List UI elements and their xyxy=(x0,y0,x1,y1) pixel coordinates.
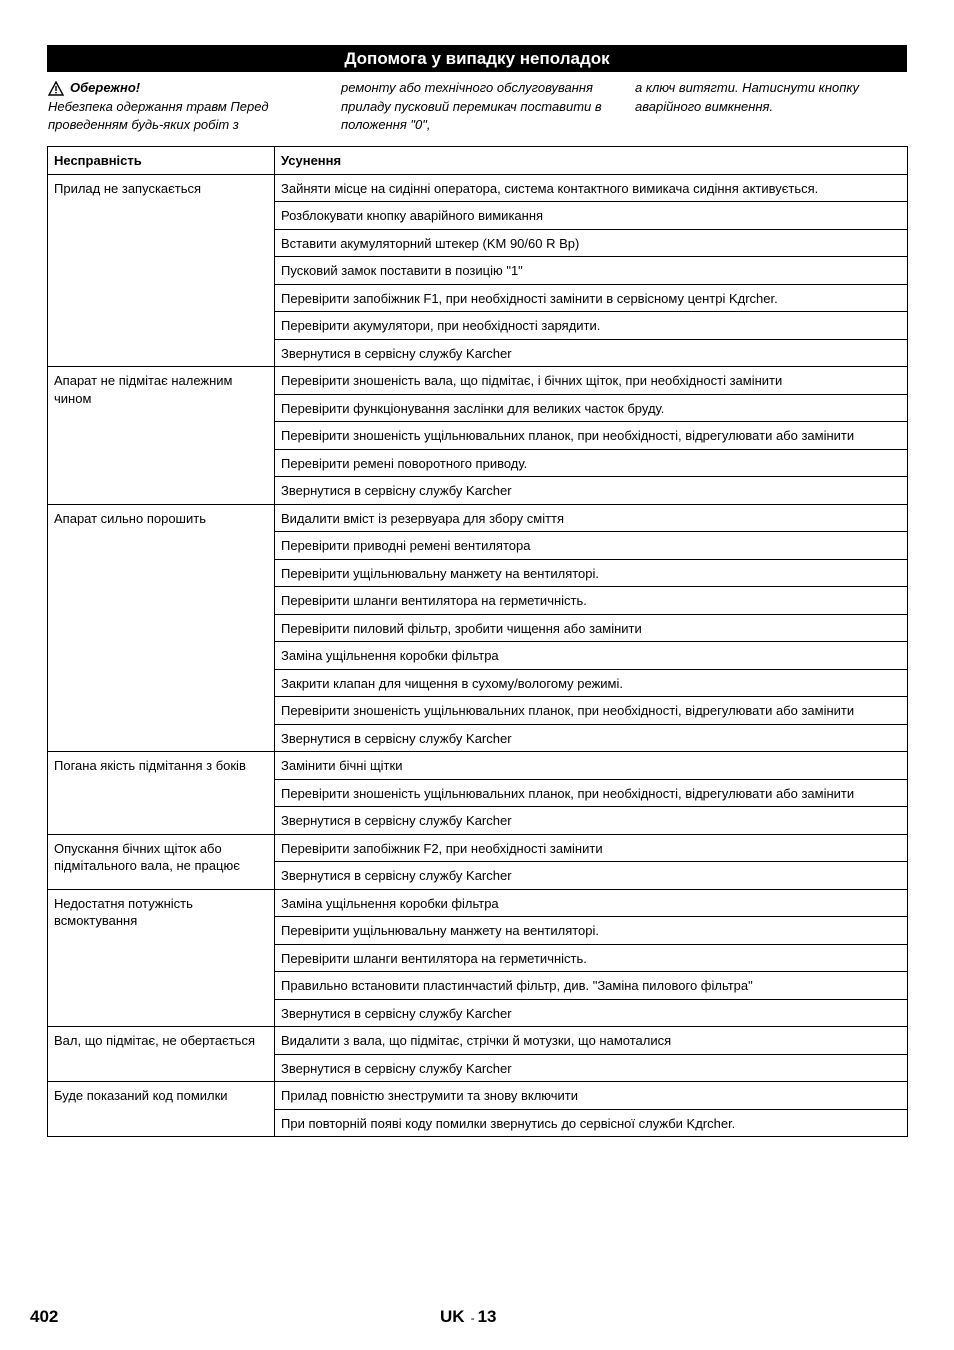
footer-section-page: 13 xyxy=(477,1307,497,1326)
table-row xyxy=(48,174,908,202)
fault-cell: Апарат не підмітає належним чином xyxy=(48,367,275,505)
warning-text-2: ремонту або технічного обслуговування приладу пусковий перемикач поставити в положення "0", xyxy=(341,80,602,132)
table-row xyxy=(48,834,908,862)
remedy-cell: Перевірити ремені поворотного приводу. xyxy=(275,449,908,477)
warning-text-3: а ключ витягти. Натиснути кнопку аварійного вимкнення. xyxy=(635,80,859,114)
remedy-cell: Звернутися в сервісну службу Karcher xyxy=(275,724,908,752)
remedy-cell: Заміна ущільнення коробки фільтра xyxy=(275,889,908,917)
remedy-cell: Перевірити ущільнювальну манжету на вентиляторі. xyxy=(275,559,908,587)
remedy-cell: Перевірити запобіжник F1, при необхідності замінити в сервісному центрі Kдrcher. xyxy=(275,284,908,312)
remedy-cell: Вставити акумуляторний штекер (KM 90/60 R Bp) xyxy=(275,229,908,257)
table-row xyxy=(48,1082,908,1110)
table-body xyxy=(48,174,908,1137)
remedy-cell: Перевірити зношеність ущільнювальних планок, при необхідності, відрегулювати або замінити xyxy=(275,779,908,807)
table-row xyxy=(48,752,908,780)
warning-title: Обережно! xyxy=(70,80,141,95)
remedy-cell: Звернутися в сервісну службу Karcher xyxy=(275,807,908,835)
troubleshooting-table xyxy=(47,146,908,1137)
section-title-bar xyxy=(47,45,907,72)
remedy-cell: Перевірити шланги вентилятора на герметичність. xyxy=(275,587,908,615)
fault-cell: Буде показаний код помилки xyxy=(48,1082,275,1137)
remedy-cell: Звернутися в сервісну службу Karcher xyxy=(275,477,908,505)
remedy-cell: Перевірити ущільнювальну манжету на вентиляторі. xyxy=(275,917,908,945)
remedy-cell: Пусковий замок поставити в позицію "1" xyxy=(275,257,908,285)
remedy-cell: Перевірити приводні ремені вентилятора xyxy=(275,532,908,560)
remedy-cell: Замінити бічні щітки xyxy=(275,752,908,780)
remedy-cell: Закрити клапан для чищення в сухому/вологому режимі. xyxy=(275,669,908,697)
remedy-cell: Прилад повністю знеструмити та знову включити xyxy=(275,1082,908,1110)
table-header-row xyxy=(48,147,908,175)
footer-section-label xyxy=(440,1307,496,1327)
remedy-cell: Перевірити запобіжник F2, при необхідності замінити xyxy=(275,834,908,862)
remedy-cell: Перевірити зношеність ущільнювальних планок, при необхідності, відрегулювати або замінити xyxy=(275,697,908,725)
footer-separator: - xyxy=(470,1311,475,1325)
page-number: 402 xyxy=(30,1307,59,1326)
fault-cell: Опускання бічних щіток або підмітального вала, не працює xyxy=(48,834,275,889)
table-row xyxy=(48,504,908,532)
fault-cell: Вал, що підмітає, не обертається xyxy=(48,1027,275,1082)
table-row xyxy=(48,367,908,395)
remedy-cell: Розблокувати кнопку аварійного вимикання xyxy=(275,202,908,230)
warning-column-1 xyxy=(48,79,318,135)
header-fault: Несправність xyxy=(48,147,275,175)
fault-cell: Погана якість підмітання з боків xyxy=(48,752,275,835)
header-remedy: Усунення xyxy=(275,147,908,175)
remedy-cell: Заміна ущільнення коробки фільтра xyxy=(275,642,908,670)
section-title: Допомога у випадку неполадок xyxy=(344,49,610,68)
table-row xyxy=(48,889,908,917)
remedy-cell: Звернутися в сервісну службу Karcher xyxy=(275,1054,908,1082)
remedy-cell: Видалити вміст із резервуара для збору сміття xyxy=(275,504,908,532)
fault-cell: Недостатня потужність всмоктування xyxy=(48,889,275,1027)
remedy-cell: Перевірити функціонування заслінки для великих часток бруду. xyxy=(275,394,908,422)
warning-heading xyxy=(48,79,318,98)
table-row xyxy=(48,1027,908,1055)
fault-cell: Апарат сильно порошить xyxy=(48,504,275,752)
warning-triangle-icon xyxy=(48,81,64,96)
remedy-cell: Зайняти місце на сидінні оператора, система контактного вимикача сидіння активується. xyxy=(275,174,908,202)
remedy-cell: Перевірити зношеність ущільнювальних планок, при необхідності, відрегулювати або замінити xyxy=(275,422,908,450)
remedy-cell: Перевірити зношеність вала, що підмітає, і бічних щіток, при необхідності замінити xyxy=(275,367,908,395)
remedy-cell: Перевірити шланги вентилятора на герметичність. xyxy=(275,944,908,972)
footer-lang: UK xyxy=(440,1307,465,1326)
remedy-cell: Правильно встановити пластинчастий фільтр, див. "Заміна пилового фільтра" xyxy=(275,972,908,1000)
remedy-cell: Видалити з вала, що підмітає, стрічки й мотузки, що намоталися xyxy=(275,1027,908,1055)
remedy-cell: Звернутися в сервісну службу Karcher xyxy=(275,999,908,1027)
remedy-cell: При повторній появі коду помилки звернутись до сервісної служби Kдrcher. xyxy=(275,1109,908,1137)
fault-cell: Прилад не запускається xyxy=(48,174,275,367)
remedy-cell: Звернутися в сервісну службу Karcher xyxy=(275,339,908,367)
remedy-cell: Перевірити пиловий фільтр, зробити чищення або замінити xyxy=(275,614,908,642)
remedy-cell: Звернутися в сервісну службу Karcher xyxy=(275,862,908,890)
warning-text-1: Небезпека одержання травм Перед проведенням будь-яких робіт з xyxy=(48,98,269,132)
remedy-cell: Перевірити акумулятори, при необхідності зарядити. xyxy=(275,312,908,340)
